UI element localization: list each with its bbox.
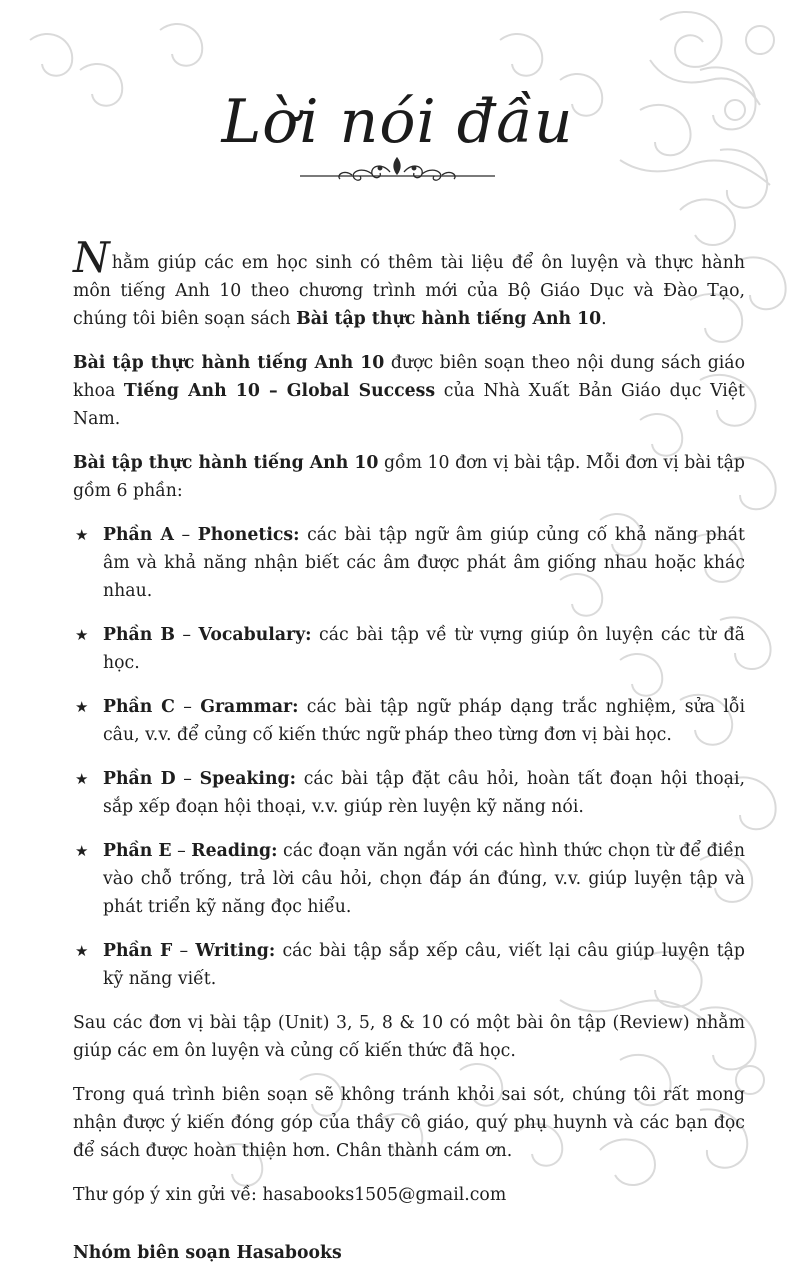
section-dash: – xyxy=(175,769,200,789)
section-list xyxy=(73,521,745,993)
page-title: Lời nói đầu xyxy=(221,87,574,157)
section-desc: các bài tập ngữ âm giúp củng cố khả năng phát âm và khả năng nhận biết các âm được phát âm giống nhau hoặc khác nhau. xyxy=(103,525,745,601)
description-text-1: được biên soạn theo nội dung sách giáo khoa xyxy=(73,353,745,401)
list-item xyxy=(73,765,745,821)
structure-text: gồm 10 đơn vị bài tập. Mỗi đơn vị bài tập gồm 6 phần: xyxy=(73,453,745,501)
section-name: Phần E xyxy=(103,841,172,861)
star-bullet-icon: ★ xyxy=(75,942,89,960)
section-skill: Phonetics: xyxy=(197,525,300,545)
section-skill: Speaking: xyxy=(199,769,296,789)
section-desc: các bài tập về từ vựng giúp ôn luyện các từ đã học. xyxy=(103,625,745,673)
list-item xyxy=(73,837,745,921)
section-desc: các đoạn văn ngắn với các hình thức chọn từ để điền vào chỗ trống, trả lời câu hỏi, chọn đáp án đúng, v.v. giúp luyện tập và phát triển kỹ năng đọc hiểu. xyxy=(103,841,745,917)
intro-book-title: Bài tập thực hành tiếng Anh 10 xyxy=(296,309,602,329)
preface-body xyxy=(73,233,745,1283)
star-bullet-icon: ★ xyxy=(75,626,89,644)
description-paragraph xyxy=(73,349,745,433)
structure-paragraph xyxy=(73,449,745,505)
contact-line: Thư góp ý xin gửi về: hasabooks1505@gmail.com xyxy=(73,1185,507,1205)
closing-paragraph: Trong quá trình biên soạn sẽ không tránh khỏi sai sót, chúng tôi rất mong nhận được ý kiến đóng góp của thầy cô giáo, quý phụ huynh và các bạn đọc để sách được hoàn thiện hơn. Chân thành cám ơn. xyxy=(73,1085,745,1161)
description-text-2: của Nhà Xuất Bản Giáo dục Việt Nam. xyxy=(73,381,745,429)
section-name: Phần F xyxy=(103,941,173,961)
star-bullet-icon: ★ xyxy=(75,526,89,544)
section-skill: Writing: xyxy=(195,941,276,961)
section-desc: các bài tập ngữ pháp dạng trắc nghiệm, sửa lỗi câu, v.v. để củng cố kiến thức ngữ pháp theo từng đơn vị bài học. xyxy=(103,697,745,745)
dropcap-letter: N xyxy=(73,233,110,282)
section-skill: Vocabulary: xyxy=(198,625,312,645)
title-ornament-icon xyxy=(300,150,495,190)
list-item xyxy=(73,621,745,677)
section-skill: Grammar: xyxy=(200,697,299,717)
list-item xyxy=(73,521,745,605)
list-item xyxy=(73,693,745,749)
section-dash: – xyxy=(174,697,201,717)
intro-text: hằm giúp các em học sinh có thêm tài liệu để ôn luyện và thực hành môn tiếng Anh 10 theo chương trình mới của Bộ Giáo Dục và Đào Tạo, chúng tôi biên soạn sách xyxy=(73,253,745,329)
signature: Nhóm biên soạn Hasabooks xyxy=(73,1243,342,1263)
intro-end: . xyxy=(601,309,607,329)
structure-book-title: Bài tập thực hành tiếng Anh 10 xyxy=(73,453,379,473)
section-dash: – xyxy=(171,841,192,861)
section-dash: – xyxy=(172,941,196,961)
star-bullet-icon: ★ xyxy=(75,842,89,860)
section-name: Phần D xyxy=(103,769,176,789)
section-dash: – xyxy=(173,525,198,545)
section-dash: – xyxy=(174,625,199,645)
star-bullet-icon: ★ xyxy=(75,698,89,716)
section-skill: Reading: xyxy=(191,841,278,861)
section-desc: các bài tập đặt câu hỏi, hoàn tất đoạn hội thoại, sắp xếp đoạn hội thoại, v.v. giúp rèn luyện kỹ năng nói. xyxy=(103,769,745,817)
review-paragraph: Sau các đơn vị bài tập (Unit) 3, 5, 8 & 10 có một bài ôn tập (Review) nhằm giúp các em ôn luyện và củng cố kiến thức đã học. xyxy=(73,1013,745,1061)
section-desc: các bài tập sắp xếp câu, viết lại câu giúp luyện tập kỹ năng viết. xyxy=(103,941,745,989)
star-bullet-icon: ★ xyxy=(75,770,89,788)
list-item xyxy=(73,937,745,993)
section-name: Phần C xyxy=(103,697,175,717)
intro-paragraph xyxy=(73,233,745,333)
section-name: Phần A xyxy=(103,525,174,545)
textbook-title-bold: Tiếng Anh 10 – Global Success xyxy=(123,381,436,401)
section-name: Phần B xyxy=(103,625,175,645)
book-title-bold: Bài tập thực hành tiếng Anh 10 xyxy=(73,353,385,373)
